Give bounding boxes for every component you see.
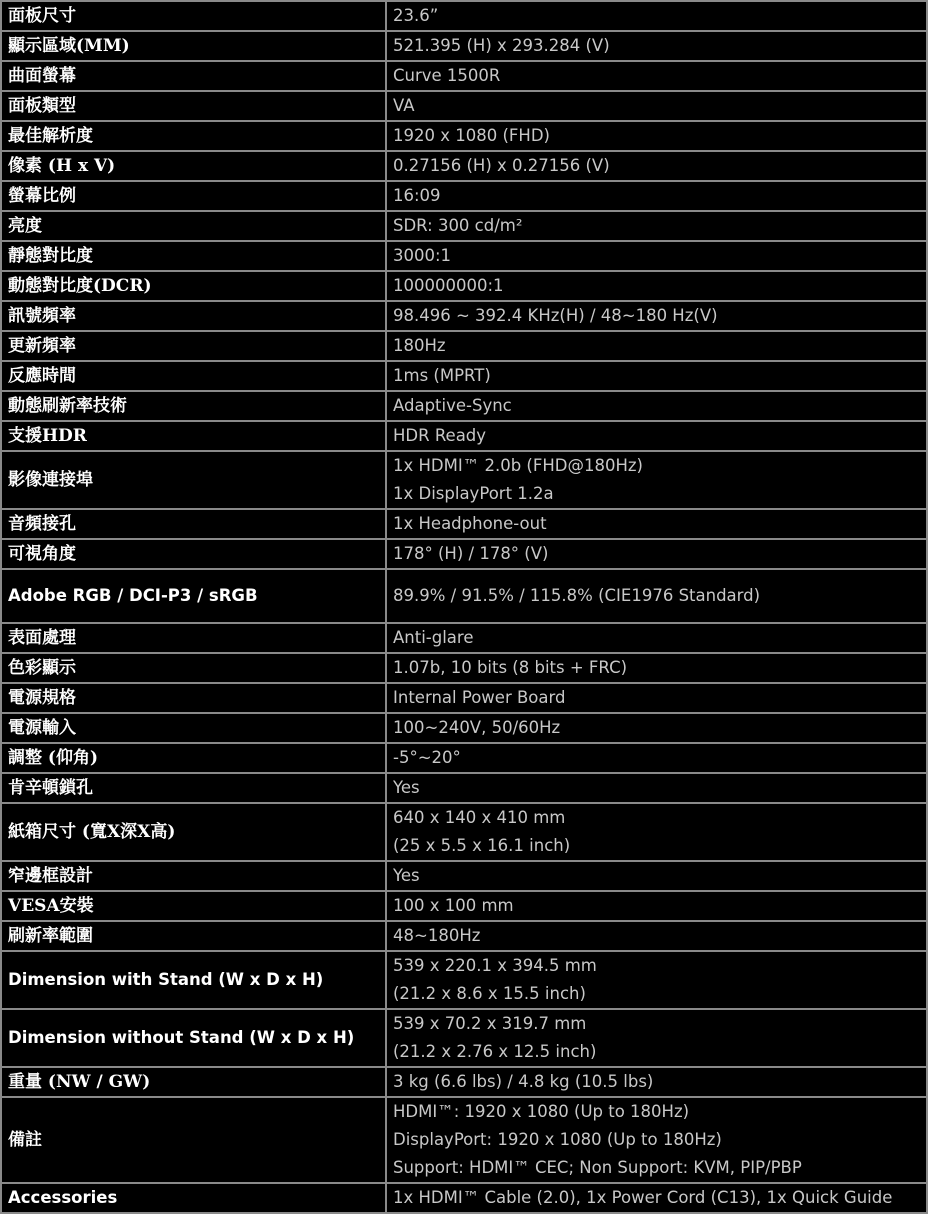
spec-value <box>386 31 927 61</box>
spec-value <box>386 301 927 331</box>
spec-label: 色彩顯示 <box>1 653 386 683</box>
spec-value-line: 1.07b, 10 bits (8 bits + FRC) <box>393 658 628 677</box>
spec-row <box>1 713 927 743</box>
spec-value-line: 1ms (MPRT) <box>393 366 491 385</box>
spec-row <box>1 391 927 421</box>
spec-value-line: 1x HDMI™ 2.0b (FHD@180Hz) <box>393 456 643 475</box>
spec-value-line: 178° (H) / 178° (V) <box>393 544 549 563</box>
spec-label: VESA安裝 <box>1 891 386 921</box>
spec-value <box>386 1183 927 1213</box>
spec-row <box>1 803 927 861</box>
spec-label: 顯示區域(MM) <box>1 31 386 61</box>
spec-value-line: Internal Power Board <box>393 688 566 707</box>
spec-row <box>1 1067 927 1097</box>
spec-value <box>386 1097 927 1183</box>
spec-row <box>1 743 927 773</box>
spec-row <box>1 861 927 891</box>
spec-value <box>386 569 927 623</box>
spec-value-line: 23.6” <box>393 6 439 25</box>
spec-row <box>1 211 927 241</box>
spec-value-line: Adaptive-Sync <box>393 396 512 415</box>
spec-value-line: 100000000:1 <box>393 276 504 295</box>
spec-label: Accessories <box>1 1183 386 1213</box>
spec-label: 電源規格 <box>1 683 386 713</box>
spec-value-line: 16:09 <box>393 186 441 205</box>
spec-value-line: 3 kg (6.6 lbs) / 4.8 kg (10.5 lbs) <box>393 1072 654 1091</box>
spec-row <box>1 539 927 569</box>
spec-label: 電源輸入 <box>1 713 386 743</box>
spec-label: 刷新率範圍 <box>1 921 386 951</box>
spec-value <box>386 803 927 861</box>
spec-row <box>1 1 927 31</box>
spec-row <box>1 623 927 653</box>
spec-value-line: 539 x 70.2 x 319.7 mm <box>393 1014 587 1033</box>
spec-row <box>1 653 927 683</box>
spec-row <box>1 451 927 509</box>
spec-value-line: HDR Ready <box>393 426 487 445</box>
spec-label: 備註 <box>1 1097 386 1183</box>
spec-value <box>386 1 927 31</box>
spec-value <box>386 211 927 241</box>
spec-value <box>386 61 927 91</box>
spec-row <box>1 951 927 1009</box>
spec-label: 亮度 <box>1 211 386 241</box>
spec-row <box>1 271 927 301</box>
spec-label: 影像連接埠 <box>1 451 386 509</box>
spec-label: 表面處理 <box>1 623 386 653</box>
spec-value-line: 521.395 (H) x 293.284 (V) <box>393 36 610 55</box>
spec-row <box>1 121 927 151</box>
spec-label: 音頻接孔 <box>1 509 386 539</box>
spec-value <box>386 653 927 683</box>
spec-label: 動態對比度(DCR) <box>1 271 386 301</box>
spec-label: 窄邊框設計 <box>1 861 386 891</box>
spec-value <box>386 241 927 271</box>
spec-row <box>1 331 927 361</box>
spec-row <box>1 1009 927 1067</box>
spec-label: 最佳解析度 <box>1 121 386 151</box>
spec-value <box>386 713 927 743</box>
spec-value-line: 539 x 220.1 x 394.5 mm <box>393 956 597 975</box>
spec-value-line: SDR: 300 cd/m² <box>393 216 523 235</box>
spec-label: 調整 (仰角) <box>1 743 386 773</box>
spec-value <box>386 773 927 803</box>
spec-value-line: 100~240V, 50/60Hz <box>393 718 561 737</box>
spec-value-line: 180Hz <box>393 336 446 355</box>
spec-row <box>1 61 927 91</box>
spec-label: 支援HDR <box>1 421 386 451</box>
spec-row <box>1 31 927 61</box>
spec-row <box>1 241 927 271</box>
spec-row <box>1 151 927 181</box>
spec-value-line: 1x Headphone-out <box>393 514 547 533</box>
spec-label: 肯辛頓鎖孔 <box>1 773 386 803</box>
spec-label: Dimension without Stand (W x D x H) <box>1 1009 386 1067</box>
spec-value-line: 98.496 ~ 392.4 KHz(H) / 48~180 Hz(V) <box>393 306 718 325</box>
spec-label: 反應時間 <box>1 361 386 391</box>
spec-value <box>386 1067 927 1097</box>
spec-label: 靜態對比度 <box>1 241 386 271</box>
spec-value <box>386 683 927 713</box>
spec-value-line: 89.9% / 91.5% / 115.8% (CIE1976 Standard) <box>393 586 761 605</box>
spec-value-line: 1x HDMI™ Cable (2.0), 1x Power Cord (C13), 1x Quick Guide <box>393 1188 893 1207</box>
spec-value <box>386 743 927 773</box>
spec-label: Adobe RGB / DCI-P3 / sRGB <box>1 569 386 623</box>
spec-value <box>386 271 927 301</box>
spec-value <box>386 421 927 451</box>
spec-row <box>1 361 927 391</box>
spec-row <box>1 569 927 623</box>
spec-value <box>386 509 927 539</box>
spec-value <box>386 361 927 391</box>
spec-value <box>386 951 927 1009</box>
spec-value <box>386 91 927 121</box>
spec-value-line: Support: HDMI™ CEC; Non Support: KVM, PIP/PBP <box>393 1158 802 1177</box>
spec-row <box>1 921 927 951</box>
spec-value <box>386 181 927 211</box>
spec-label: 面板類型 <box>1 91 386 121</box>
spec-label: 螢幕比例 <box>1 181 386 211</box>
spec-label: 紙箱尺寸 (寬X深X高) <box>1 803 386 861</box>
spec-row <box>1 1097 927 1183</box>
spec-value-line: Yes <box>393 778 420 797</box>
spec-value-line: HDMI™: 1920 x 1080 (Up to 180Hz) <box>393 1102 690 1121</box>
spec-row <box>1 91 927 121</box>
spec-row <box>1 301 927 331</box>
spec-value-line: 1x DisplayPort 1.2a <box>393 484 554 503</box>
spec-value <box>386 861 927 891</box>
spec-row <box>1 773 927 803</box>
spec-row <box>1 421 927 451</box>
spec-row <box>1 683 927 713</box>
spec-label: 像素 (H x V) <box>1 151 386 181</box>
spec-row <box>1 181 927 211</box>
spec-value <box>386 921 927 951</box>
spec-value-line: 48~180Hz <box>393 926 481 945</box>
spec-value <box>386 623 927 653</box>
spec-value <box>386 121 927 151</box>
spec-label: 動態刷新率技術 <box>1 391 386 421</box>
spec-label: 訊號頻率 <box>1 301 386 331</box>
spec-label: Dimension with Stand (W x D x H) <box>1 951 386 1009</box>
spec-value <box>386 391 927 421</box>
spec-table-body <box>1 1 927 1213</box>
spec-value-line: 1920 x 1080 (FHD) <box>393 126 550 145</box>
spec-label: 面板尺寸 <box>1 1 386 31</box>
spec-label: 可視角度 <box>1 539 386 569</box>
spec-value-line: 640 x 140 x 410 mm <box>393 808 566 827</box>
spec-value <box>386 891 927 921</box>
spec-value-line: (25 x 5.5 x 16.1 inch) <box>393 836 571 855</box>
spec-value-line: 3000:1 <box>393 246 452 265</box>
spec-value <box>386 331 927 361</box>
spec-value <box>386 451 927 509</box>
spec-value-line: 0.27156 (H) x 0.27156 (V) <box>393 156 610 175</box>
spec-label: 更新頻率 <box>1 331 386 361</box>
spec-row <box>1 891 927 921</box>
spec-value <box>386 151 927 181</box>
spec-value-line: VA <box>393 96 415 115</box>
spec-value-line: Curve 1500R <box>393 66 501 85</box>
spec-row <box>1 509 927 539</box>
spec-value <box>386 539 927 569</box>
spec-row <box>1 1183 927 1213</box>
spec-value <box>386 1009 927 1067</box>
spec-value-line: 100 x 100 mm <box>393 896 514 915</box>
spec-value-line: Yes <box>393 866 420 885</box>
spec-value-line: (21.2 x 8.6 x 15.5 inch) <box>393 984 586 1003</box>
spec-value-line: DisplayPort: 1920 x 1080 (Up to 180Hz) <box>393 1130 722 1149</box>
spec-value-line: Anti-glare <box>393 628 474 647</box>
spec-value-line: -5°~20° <box>393 748 461 767</box>
spec-value-line: (21.2 x 2.76 x 12.5 inch) <box>393 1042 597 1061</box>
spec-label: 曲面螢幕 <box>1 61 386 91</box>
spec-label: 重量 (NW / GW) <box>1 1067 386 1097</box>
